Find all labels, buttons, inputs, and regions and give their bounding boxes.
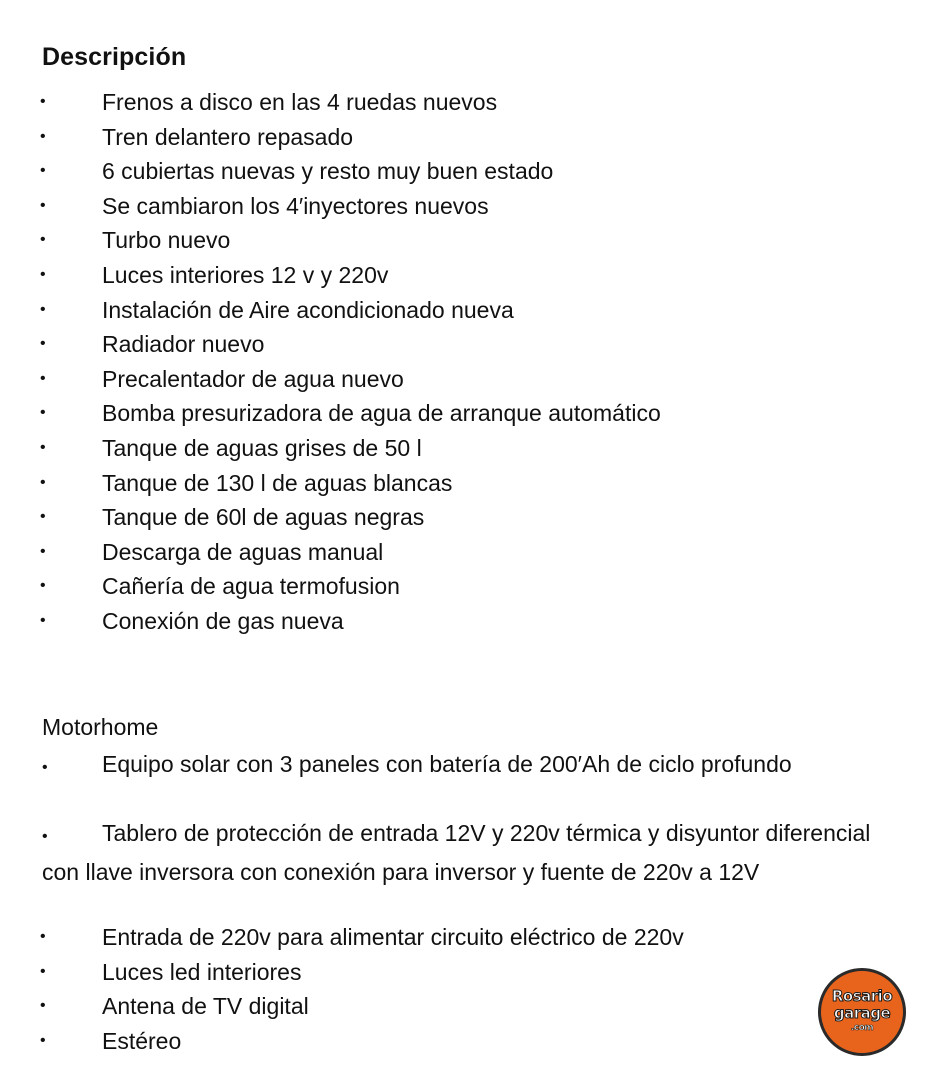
list-item bbox=[0, 85, 931, 120]
list-item-text: Estéreo bbox=[102, 1027, 182, 1054]
list-item bbox=[0, 327, 931, 362]
bullet-icon: • bbox=[40, 577, 46, 595]
bullet-icon: • bbox=[40, 928, 46, 945]
list-item bbox=[0, 604, 931, 639]
list-item-text: Entrada de 220v para alimentar circuito eléctrico de 220v bbox=[102, 924, 684, 950]
bullet-icon: • bbox=[40, 300, 46, 318]
list-item bbox=[0, 189, 931, 224]
list-item bbox=[0, 258, 931, 293]
features-list bbox=[0, 85, 931, 639]
list-item bbox=[0, 362, 931, 397]
list-item-text: Se cambiaron los 4′inyectores nuevos bbox=[102, 192, 489, 219]
bullet-icon: • bbox=[40, 962, 46, 980]
bullet-icon: • bbox=[40, 335, 46, 353]
list-item bbox=[0, 431, 931, 466]
list-item-text: Turbo nuevo bbox=[102, 227, 231, 254]
list-item-text: Radiador nuevo bbox=[102, 331, 265, 358]
list-item bbox=[0, 396, 931, 431]
bullet-icon: • bbox=[40, 1031, 46, 1049]
list-item-text: Precalentador de agua nuevo bbox=[102, 365, 404, 392]
logo-text-line3: .com bbox=[850, 1023, 874, 1033]
paragraph-text: Equipo solar con 3 paneles con batería de 200′Ah de ciclo profundo bbox=[102, 751, 792, 777]
list-item-text: Instalación de Aire acondicionado nueva bbox=[102, 296, 514, 323]
bullet-icon: • bbox=[40, 127, 46, 145]
bullet-icon: • bbox=[40, 196, 46, 214]
list-item bbox=[0, 920, 931, 955]
bullet-icon: • bbox=[40, 231, 46, 249]
list-item-text: Tanque de 60l de aguas negras bbox=[102, 504, 425, 531]
motorhome-list bbox=[0, 920, 931, 1058]
list-item bbox=[0, 120, 931, 155]
list-item-text: Frenos a disco en las 4 ruedas nuevos bbox=[102, 89, 498, 115]
paragraph-text: Tablero de protección de entrada 12V y 220v térmica y disyuntor diferencial con llave inversora con conexión para inversor y fuente de 220v a 12V bbox=[42, 820, 871, 885]
list-item-text: Luces interiores 12 v y 220v bbox=[102, 261, 389, 288]
bullet-icon: • bbox=[42, 828, 48, 845]
bullet-icon: • bbox=[40, 265, 46, 283]
list-item bbox=[0, 535, 931, 570]
bullet-icon: • bbox=[40, 438, 46, 456]
list-item-text: Tanque de aguas grises de 50 l bbox=[102, 434, 422, 461]
motorhome-label: Motorhome bbox=[42, 714, 159, 740]
list-item bbox=[0, 223, 931, 258]
bullet-icon: • bbox=[40, 542, 46, 560]
logo-text-line2: garage bbox=[833, 1004, 891, 1022]
list-item-text: Antena de TV digital bbox=[102, 993, 309, 1020]
bullet-icon: • bbox=[40, 473, 46, 491]
list-item bbox=[0, 154, 931, 189]
bullet-icon: • bbox=[42, 759, 48, 776]
list-item-text: Descarga de aguas manual bbox=[102, 538, 384, 565]
list-item bbox=[0, 569, 931, 604]
motorhome-paragraph-tablero bbox=[42, 816, 912, 889]
bullet-icon: • bbox=[40, 611, 46, 629]
list-item bbox=[0, 500, 931, 535]
bullet-icon: • bbox=[40, 162, 46, 180]
logo-text-line1: Rosario bbox=[831, 987, 893, 1005]
list-item-text: 6 cubiertas nuevas y resto muy buen estado bbox=[102, 158, 554, 185]
bullet-icon: • bbox=[40, 404, 46, 422]
list-item-text: Conexión de gas nueva bbox=[102, 607, 344, 634]
list-item-text: Cañería de agua termofusion bbox=[102, 573, 400, 600]
list-item bbox=[0, 293, 931, 328]
bullet-icon: • bbox=[40, 508, 46, 526]
list-item bbox=[0, 989, 931, 1024]
bullet-icon: • bbox=[40, 997, 46, 1015]
rosario-garage-logo bbox=[818, 968, 906, 1056]
list-item bbox=[0, 1024, 931, 1059]
list-item-text: Tren delantero repasado bbox=[102, 123, 354, 150]
motorhome-paragraph-solar bbox=[42, 747, 912, 786]
bullet-icon: • bbox=[40, 93, 46, 110]
bullet-icon: • bbox=[40, 369, 46, 387]
list-item-text: Luces led interiores bbox=[102, 958, 302, 985]
section-heading: Descripción bbox=[42, 43, 187, 71]
list-item bbox=[0, 955, 931, 990]
list-item bbox=[0, 466, 931, 501]
list-item-text: Tanque de 130 l de aguas blancas bbox=[102, 469, 453, 496]
list-item-text: Bomba presurizadora de agua de arranque automático bbox=[102, 400, 661, 427]
